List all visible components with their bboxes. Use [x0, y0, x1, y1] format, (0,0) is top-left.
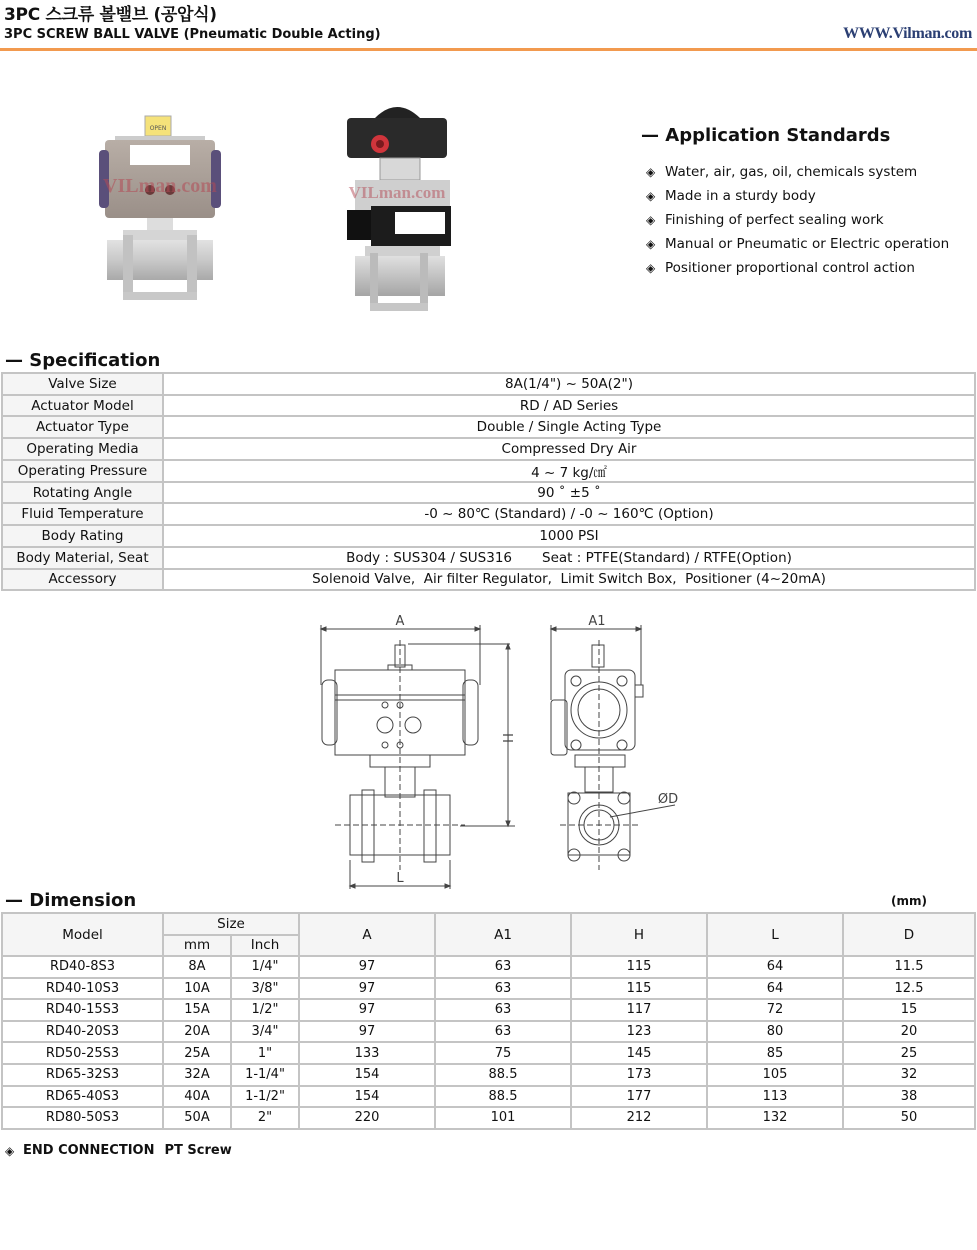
header-A1: A1: [435, 913, 571, 956]
cell-d: 38: [843, 1086, 975, 1108]
header-model: Model: [2, 913, 163, 956]
table-row: [2, 416, 975, 438]
spec-label: Accessory: [2, 569, 163, 591]
table-row: [2, 569, 975, 591]
diamond-bullet-icon: ◈: [646, 189, 656, 203]
cell-l: 64: [707, 978, 843, 1000]
header-mm: mm: [163, 935, 231, 957]
cell-h: 115: [571, 956, 707, 978]
cell-l: 85: [707, 1042, 843, 1064]
diamond-bullet-icon: ◈: [646, 213, 656, 227]
cell-l: 113: [707, 1086, 843, 1108]
front-view: [321, 614, 515, 889]
spec-label: Body Material, Seat: [2, 547, 163, 569]
application-standards-list: [646, 160, 949, 280]
table-row: [2, 978, 975, 1000]
spec-value: 8A(1/4") ~ 50A(2"): [163, 373, 975, 395]
header-divider: [0, 48, 977, 51]
cell-d: 32: [843, 1064, 975, 1086]
table-row: [2, 1042, 975, 1064]
cell-h: 173: [571, 1064, 707, 1086]
table-row: [2, 1086, 975, 1108]
spec-value: 1000 PSI: [163, 525, 975, 547]
label-A1: A1: [588, 614, 606, 629]
header-D: D: [843, 913, 975, 956]
spec-value: 4 ~ 7 kg/㎠: [163, 460, 975, 482]
indicator-label: OPEN: [149, 125, 167, 132]
header-L: L: [707, 913, 843, 956]
cell-a1: 63: [435, 978, 571, 1000]
table-row: [2, 999, 975, 1021]
cell-d: 12.5: [843, 978, 975, 1000]
diamond-bullet-icon: ◈: [646, 261, 656, 275]
spec-value: 90 ˚ ±5 ˚: [163, 482, 975, 504]
spec-label: Rotating Angle: [2, 482, 163, 504]
table-row: [2, 547, 975, 569]
table-header-row: [2, 913, 975, 935]
table-row: [2, 482, 975, 504]
end-connection-label: END CONNECTION: [23, 1143, 155, 1158]
cell-a1: 75: [435, 1042, 571, 1064]
cell-model: RD65-40S3: [2, 1086, 163, 1108]
cell-a1: 88.5: [435, 1064, 571, 1086]
spec-value: Solenoid Valve, Air filter Regulator, Limit Switch Box, Positioner (4~20mA): [163, 569, 975, 591]
application-standards-title: — Application Standards: [641, 125, 891, 146]
cell-d: 25: [843, 1042, 975, 1064]
cell-a: 97: [299, 999, 435, 1021]
cell-inch: 3/8": [231, 978, 299, 1000]
cell-h: 115: [571, 978, 707, 1000]
end-connection-value: PT Screw: [164, 1143, 232, 1158]
end-connection: [5, 1143, 232, 1158]
label-A: A: [395, 614, 405, 629]
site-url-link[interactable]: WWW.Vilman.com: [843, 25, 972, 42]
cell-d: 20: [843, 1021, 975, 1043]
dimension-table: [1, 912, 976, 1130]
table-row: [2, 1021, 975, 1043]
list-item: [646, 208, 949, 232]
label-H: H: [499, 733, 514, 743]
cell-a1: 101: [435, 1107, 571, 1129]
header-inch: Inch: [231, 935, 299, 957]
dimension-drawing: [310, 605, 690, 895]
cell-model: RD40-15S3: [2, 999, 163, 1021]
table-row: [2, 395, 975, 417]
product-photo-actuator-valve: [85, 110, 235, 305]
table-row: [2, 525, 975, 547]
cell-mm: 50A: [163, 1107, 231, 1129]
spec-value: Compressed Dry Air: [163, 438, 975, 460]
cell-mm: 25A: [163, 1042, 231, 1064]
list-item: [646, 232, 949, 256]
cell-a1: 63: [435, 956, 571, 978]
list-item: [646, 256, 949, 280]
label-L: L: [396, 871, 404, 886]
header-H: H: [571, 913, 707, 956]
unit-label: (mm): [891, 894, 927, 908]
cell-model: RD40-20S3: [2, 1021, 163, 1043]
cell-model: RD65-32S3: [2, 1064, 163, 1086]
header-size: Size: [163, 913, 299, 935]
page-title-korean: 3PC 스크류 볼밸브 (공압식): [4, 5, 217, 25]
spec-value: -0 ~ 80℃ (Standard) / -0 ~ 160℃ (Option): [163, 503, 975, 525]
cell-l: 132: [707, 1107, 843, 1129]
cell-h: 123: [571, 1021, 707, 1043]
spec-value: Body : SUS304 / SUS316 Seat : PTFE(Standard) / RTFE(Option): [163, 547, 975, 569]
cell-inch: 1-1/2": [231, 1086, 299, 1108]
spec-value: RD / AD Series: [163, 395, 975, 417]
cell-d: 15: [843, 999, 975, 1021]
cell-l: 72: [707, 999, 843, 1021]
list-item-text: Water, air, gas, oil, chemicals system: [665, 164, 918, 180]
cell-a: 97: [299, 1021, 435, 1043]
cell-mm: 32A: [163, 1064, 231, 1086]
table-row: [2, 460, 975, 482]
watermark-text: VILman.com: [348, 183, 446, 202]
cell-h: 177: [571, 1086, 707, 1108]
spec-label: Body Rating: [2, 525, 163, 547]
spec-label: Fluid Temperature: [2, 503, 163, 525]
side-view: [551, 614, 678, 870]
cell-h: 212: [571, 1107, 707, 1129]
watermark-text: VILman.com: [103, 175, 217, 197]
cell-a: 133: [299, 1042, 435, 1064]
cell-a1: 63: [435, 1021, 571, 1043]
table-row: [2, 373, 975, 395]
table-row: [2, 438, 975, 460]
cell-d: 50: [843, 1107, 975, 1129]
cell-a1: 88.5: [435, 1086, 571, 1108]
cell-inch: 3/4": [231, 1021, 299, 1043]
list-item-text: Finishing of perfect sealing work: [665, 212, 884, 228]
header-A: A: [299, 913, 435, 956]
list-item: [646, 184, 949, 208]
spec-value: Double / Single Acting Type: [163, 416, 975, 438]
cell-mm: 10A: [163, 978, 231, 1000]
list-item-text: Made in a sturdy body: [665, 188, 816, 204]
dimension-title: — Dimension: [5, 890, 137, 911]
cell-l: 80: [707, 1021, 843, 1043]
cell-a: 97: [299, 978, 435, 1000]
cell-model: RD50-25S3: [2, 1042, 163, 1064]
label-D: ØD: [657, 792, 679, 807]
cell-model: RD40-8S3: [2, 956, 163, 978]
diamond-bullet-icon: ◈: [646, 237, 656, 251]
spec-label: Operating Pressure: [2, 460, 163, 482]
specification-table: [1, 372, 976, 591]
cell-l: 105: [707, 1064, 843, 1086]
table-row: [2, 956, 975, 978]
diamond-bullet-icon: ◈: [646, 165, 656, 179]
table-row: [2, 503, 975, 525]
cell-a: 97: [299, 956, 435, 978]
page-title-english: 3PC SCREW BALL VALVE (Pneumatic Double Acting): [4, 27, 381, 42]
cell-inch: 2": [231, 1107, 299, 1129]
cell-inch: 1": [231, 1042, 299, 1064]
cell-a: 154: [299, 1086, 435, 1108]
diamond-bullet-icon: ◈: [5, 1143, 15, 1158]
cell-mm: 20A: [163, 1021, 231, 1043]
spec-label: Valve Size: [2, 373, 163, 395]
cell-model: RD80-50S3: [2, 1107, 163, 1129]
cell-l: 64: [707, 956, 843, 978]
cell-inch: 1/2": [231, 999, 299, 1021]
cell-inch: 1-1/4": [231, 1064, 299, 1086]
cell-mm: 40A: [163, 1086, 231, 1108]
spec-label: Actuator Type: [2, 416, 163, 438]
spec-label: Actuator Model: [2, 395, 163, 417]
list-item: [646, 160, 949, 184]
specification-title: — Specification: [5, 350, 161, 371]
cell-a: 154: [299, 1064, 435, 1086]
cell-inch: 1/4": [231, 956, 299, 978]
cell-a1: 63: [435, 999, 571, 1021]
cell-mm: 15A: [163, 999, 231, 1021]
table-row: [2, 1064, 975, 1086]
product-photo-limit-switch-valve: [325, 98, 470, 316]
cell-h: 117: [571, 999, 707, 1021]
table-row: [2, 1107, 975, 1129]
cell-d: 11.5: [843, 956, 975, 978]
cell-h: 145: [571, 1042, 707, 1064]
spec-label: Operating Media: [2, 438, 163, 460]
cell-a: 220: [299, 1107, 435, 1129]
list-item-text: Manual or Pneumatic or Electric operation: [665, 236, 950, 252]
cell-mm: 8A: [163, 956, 231, 978]
cell-model: RD40-10S3: [2, 978, 163, 1000]
list-item-text: Positioner proportional control action: [665, 260, 915, 276]
